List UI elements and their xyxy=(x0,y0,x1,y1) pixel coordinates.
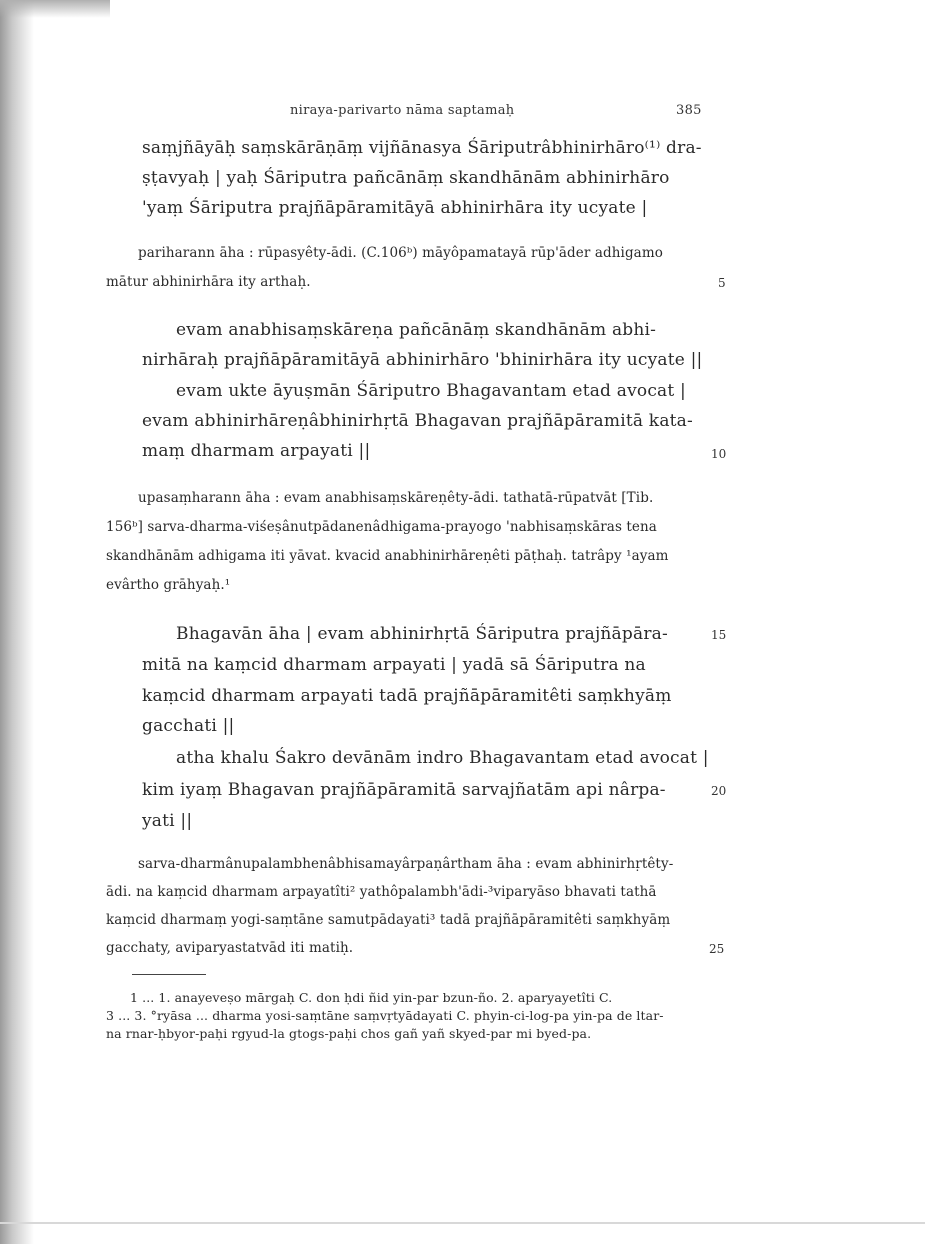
line-number: 20 xyxy=(711,784,727,798)
text-line: Bhagavān āha | evam abhinirhṛtā Śāriputra prajñāpāra- xyxy=(176,624,668,644)
text-line: gacchati || xyxy=(142,716,235,736)
footnote-line: na rnar-ḥbyor-paḥi rgyud-la gtogs-paḥi chos gañ yañ skyed-par mi byed-pa. xyxy=(106,1026,592,1041)
commentary-line: evârtho grāhyaḥ.¹ xyxy=(106,577,231,593)
text-line: evam abhinirhāreṇâbhinirhṛtā Bhagavan prajñāpāramitā kata- xyxy=(142,411,693,431)
commentary-line: upasaṃharann āha : evam anabhisaṃskāreṇêty-ādi. tathatā-rūpatvāt [Tib. xyxy=(138,490,654,506)
text-line: evam ukte āyuṣmān Śāriputro Bhagavantam etad avocat | xyxy=(176,381,686,401)
running-header-title: niraya-parivarto nāma saptamaḥ xyxy=(290,103,515,118)
line-number: 10 xyxy=(711,447,727,461)
commentary-line: gacchaty, aviparyastatvād iti matiḥ. xyxy=(106,940,354,956)
page-corner-shadow xyxy=(0,0,110,18)
footnote-line: 3 ... 3. °ryāsa ... dharma yosi-saṃtāne saṃvṛtyādayati C. phyin-ci-log-pa yin-pa de ltar- xyxy=(106,1008,664,1023)
text-line: 'yaṃ Śāriputra prajñāpāramitāyā abhinirhāra ity ucyate | xyxy=(142,198,648,218)
line-number: 5 xyxy=(718,276,726,290)
text-line: mitā na kaṃcid dharmam arpayati | yadā sā Śāriputra na xyxy=(142,655,646,675)
commentary-line: mātur abhinirhāra ity arthaḥ. xyxy=(106,274,311,290)
text-line: yati || xyxy=(142,811,193,831)
scan-bottom-edge xyxy=(0,1222,925,1224)
commentary-line: 156ᵇ] sarva-dharma-viśeṣânutpādanenâdhigama-prayogo 'nabhisaṃskāras tena xyxy=(106,519,657,535)
commentary-line: pariharann āha : rūpasyêty-ādi. (C.106ᵇ) māyôpamatayā rūp'āder adhigamo xyxy=(138,245,663,261)
text-line: kaṃcid dharmam arpayati tadā prajñāpāramitêti saṃkhyāṃ xyxy=(142,686,672,706)
text-line: atha khalu Śakro devānām indro Bhagavantam etad avocat | xyxy=(176,748,709,768)
text-line: saṃjñāyāḥ saṃskārāṇāṃ vijñānasya Śāriputrâbhinirhāro⁽¹⁾ dra- xyxy=(142,138,702,158)
commentary-line: skandhānām adhigama iti yāvat. kvacid anabhinirhāreṇêti pāṭhaḥ. tatrâpy ¹ayam xyxy=(106,548,669,564)
text-line: evam anabhisaṃskāreṇa pañcānāṃ skandhānām abhi- xyxy=(176,320,657,340)
commentary-line: sarva-dharmânupalambhenâbhisamayârpaṇârtham āha : evam abhinirhṛtêty- xyxy=(138,856,674,872)
text-line: nirhāraḥ prajñāpāramitāyā abhinirhāro 'bhinirhāra ity ucyate || xyxy=(142,350,703,370)
text-line: kim iyaṃ Bhagavan prajñāpāramitā sarvajñatām api nârpa- xyxy=(142,780,666,800)
line-number: 25 xyxy=(709,942,725,956)
page-binding-shadow xyxy=(0,0,34,1244)
footnote-rule xyxy=(132,974,206,975)
footnote-line: 1 ... 1. anayeveṣo mārgaḥ C. don ḥdi ñid yin-par bzun-ño. 2. aparyayetîti C. xyxy=(130,990,613,1005)
commentary-line: ādi. na kaṃcid dharmam arpayatîti² yathôpalambh'ādi-³viparyāso bhavati tathā xyxy=(106,884,657,900)
commentary-line: kaṃcid dharmaṃ yogi-saṃtāne samutpādayati³ tadā prajñāpāramitêti saṃkhyāṃ xyxy=(106,912,671,928)
text-line: maṃ dharmam arpayati || xyxy=(142,441,371,461)
text-line: ṣṭavyaḥ | yaḥ Śāriputra pañcānāṃ skandhānām abhinirhāro xyxy=(142,168,670,188)
line-number: 15 xyxy=(711,628,727,642)
page-number: 385 xyxy=(676,103,702,118)
